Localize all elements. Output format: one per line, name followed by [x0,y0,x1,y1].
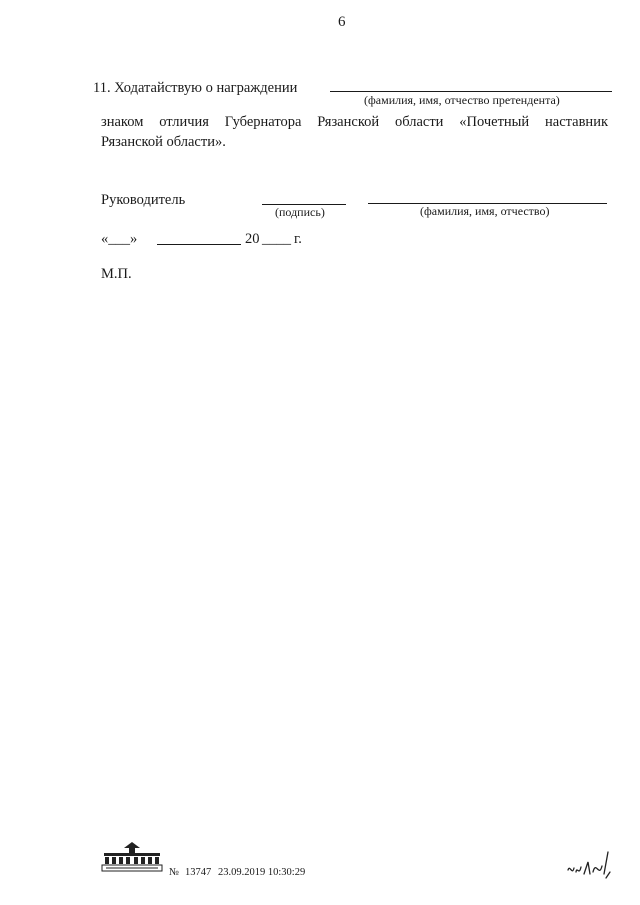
date-year-suffix: г. [294,231,302,247]
registration-number-mark: № [169,867,180,878]
date-day: «___» [101,231,138,247]
award-text-line-2: Рязанской области». [101,134,226,150]
seal-label: М.П. [101,266,132,282]
page-number: 6 [338,14,346,30]
nominee-caption: (фамилия, имя, отчество претендента) [364,93,560,107]
head-name-caption: (фамилия, имя, отчество) [420,204,550,218]
registration-timestamp: 23.09.2019 10:30:29 [218,867,306,878]
date-year-prefix: 20 [245,231,260,247]
award-text-line-1: знаком отличия Губернатора Рязанской области «Почетный наставник [101,114,608,130]
registration-number: 13747 [185,867,212,878]
date-month-line [157,244,241,245]
handwritten-initials [566,848,612,880]
section-11-label: 11. Ходатайствую о награждении [93,80,298,96]
building-logo [100,840,164,874]
date-year-blank: ____ [262,231,291,247]
nominee-name-line [330,91,612,92]
signature-caption: (подпись) [275,205,325,219]
head-label: Руководитель [101,192,186,208]
